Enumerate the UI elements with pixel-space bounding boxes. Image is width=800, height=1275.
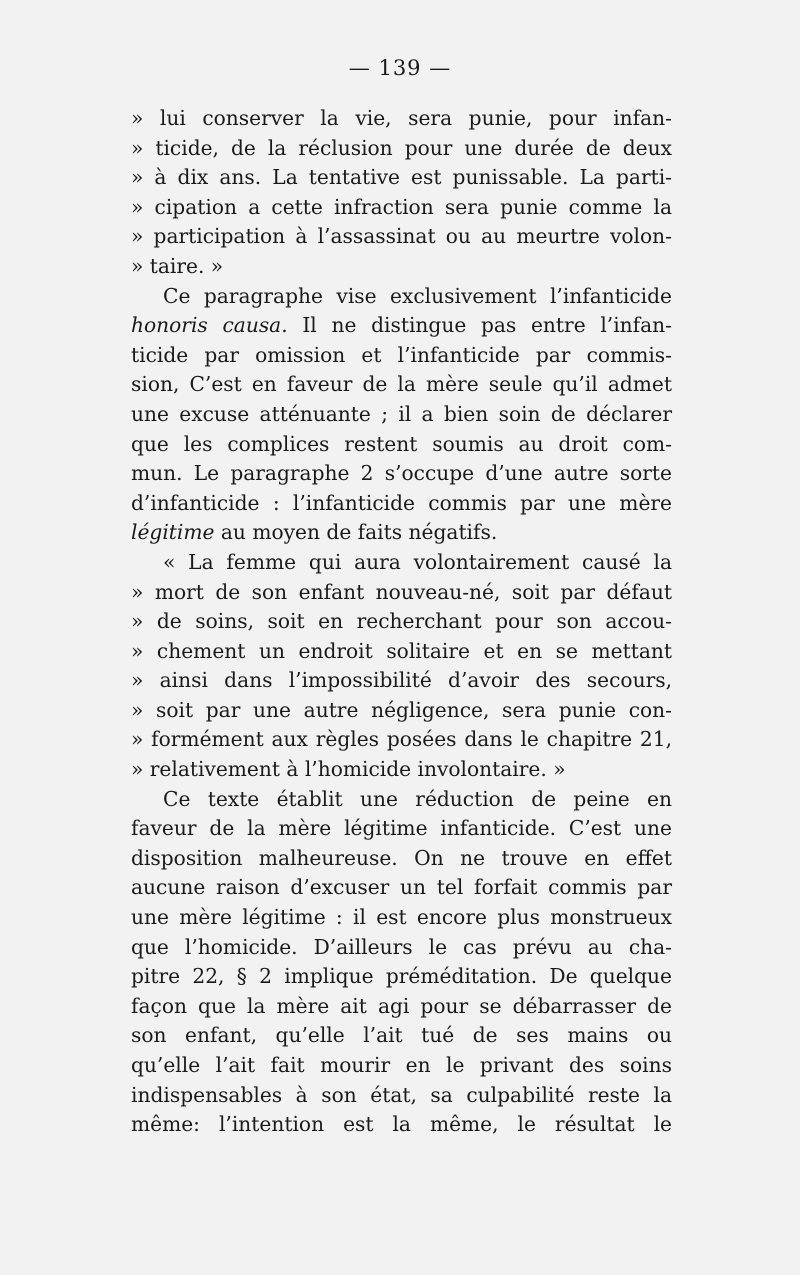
text-segment: une excuse atténuante ; il a bien soin de déclarer — [131, 401, 672, 426]
text-line — [131, 873, 672, 903]
text-segment: » soit par une autre négligence, sera punie con- — [131, 697, 672, 722]
text-segment: » ainsi dans l’impossibilité d’avoir des secours, — [131, 668, 672, 693]
text-line — [131, 370, 672, 400]
text-segment: disposition malheureuse. On ne trouve en effet — [131, 845, 672, 870]
text-segment: son enfant, qu’elle l’ait tué de ses mains ou — [131, 1023, 672, 1048]
text-segment: une mère légitime : il est encore plus monstrueux — [131, 905, 672, 930]
text-line — [131, 785, 672, 815]
text-segment: faveur de la mère légitime infanticide. C’est une — [131, 816, 672, 841]
text-line — [131, 814, 672, 844]
text-segment: » ticide, de la réclusion pour une durée de deux — [131, 135, 672, 160]
text-segment: Il ne distingue pas entre l’infan- — [287, 313, 673, 338]
text-segment: » formément aux règles posées dans le chapitre 21, — [131, 727, 672, 752]
text-line — [131, 548, 672, 578]
text-segment: » relativement à l’homicide involontaire. » — [131, 757, 566, 782]
text-line — [131, 518, 672, 548]
text-line — [131, 578, 672, 608]
italic-phrase: légitime — [131, 520, 215, 545]
text-line — [131, 962, 672, 992]
text-line — [131, 252, 672, 282]
text-line — [131, 637, 672, 667]
text-line — [131, 459, 672, 489]
text-segment: que les complices restent soumis au droit com- — [131, 431, 672, 456]
text-line — [131, 755, 672, 785]
text-line — [131, 134, 672, 164]
text-segment: indispensables à son état, sa culpabilité reste la — [131, 1082, 672, 1107]
text-line — [131, 933, 672, 963]
text-line — [131, 844, 672, 874]
text-line — [131, 489, 672, 519]
text-segment: » taire. » — [131, 253, 224, 278]
text-segment: sion, C’est en faveur de la mère seule qu’il admet — [131, 372, 672, 397]
text-line — [131, 1081, 672, 1111]
text-line — [131, 341, 672, 371]
text-line — [131, 696, 672, 726]
text-line — [131, 311, 672, 341]
text-segment: » chement un endroit solitaire et en se mettant — [131, 638, 672, 663]
text-segment: façon que la mère ait agi pour se débarrasser de — [131, 993, 672, 1018]
text-line — [131, 430, 672, 460]
text-segment: mun. Le paragraphe 2 s’occupe d’une autre sorte — [131, 461, 672, 486]
text-segment: même: l’intention est la même, le résultat le — [131, 1112, 672, 1137]
text-segment: » mort de son enfant nouveau-né, soit par défaut — [131, 579, 672, 604]
text-segment: d’infanticide : l’infanticide commis par une mère — [131, 490, 672, 515]
text-segment: pitre 22, § 2 implique préméditation. De quelque — [131, 964, 672, 989]
text-segment: » participation à l’assassinat ou au meurtre volon- — [131, 224, 672, 249]
text-segment: Ce texte établit une réduction de peine en — [163, 786, 672, 811]
text-line — [131, 282, 672, 312]
text-segment: au moyen de faits négatifs. — [214, 520, 498, 545]
body-text — [131, 104, 672, 1140]
italic-phrase: honoris causa. — [131, 313, 288, 338]
text-line — [131, 222, 672, 252]
text-line — [131, 1110, 672, 1140]
text-line — [131, 104, 672, 134]
text-line — [131, 666, 672, 696]
text-line — [131, 725, 672, 755]
text-segment: « La femme qui aura volontairement causé la — [163, 549, 672, 574]
page-number: — 139 — — [348, 56, 452, 80]
text-line — [131, 193, 672, 223]
text-segment: » cipation a cette infraction sera punie comme la — [131, 194, 672, 219]
text-segment: Ce paragraphe vise exclusivement l’infanticide — [163, 283, 672, 308]
text-segment: » lui conserver la vie, sera punie, pour infan- — [131, 106, 672, 130]
text-segment: aucune raison d’excuser un tel forfait commis par — [131, 875, 672, 900]
text-line — [131, 1021, 672, 1051]
text-segment: qu’elle l’ait fait mourir en le privant des soins — [131, 1053, 672, 1077]
text-line — [131, 903, 672, 933]
text-segment: que l’homicide. D’ailleurs le cas prévu au cha- — [131, 934, 672, 959]
text-segment: » de soins, soit en recherchant pour son accou- — [131, 609, 672, 634]
text-line — [131, 1051, 672, 1081]
text-line — [131, 607, 672, 637]
text-line — [131, 400, 672, 430]
text-line — [131, 163, 672, 193]
text-line — [131, 992, 672, 1022]
text-segment: » à dix ans. La tentative est punissable. La parti- — [131, 165, 672, 190]
text-segment: ticide par omission et l’infanticide par commis- — [131, 342, 672, 367]
